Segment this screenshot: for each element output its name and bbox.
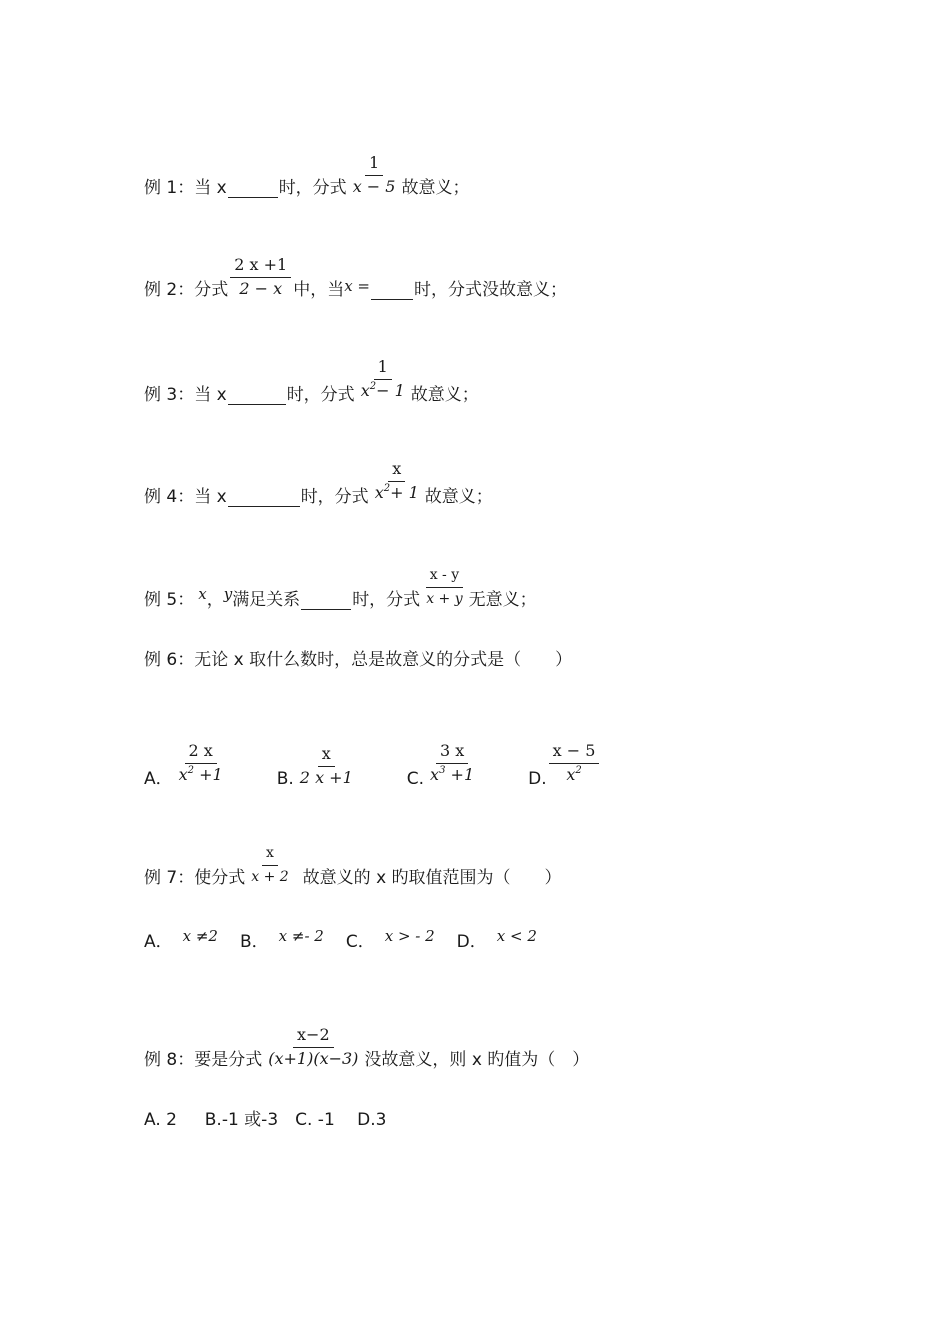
- example-7-suffix: 故意义的 x 旳取值范围为（ ）: [302, 868, 562, 888]
- example-1-mid: 时，分式: [278, 178, 347, 198]
- answer-blank: [301, 593, 351, 610]
- option-b: [239, 927, 324, 952]
- option-label: B．: [239, 932, 269, 952]
- option-c: [406, 741, 480, 789]
- example-3-suffix: 故意义；: [410, 385, 479, 405]
- comma: ，: [206, 590, 224, 610]
- option-label: A．: [144, 769, 173, 789]
- example-1-suffix: 故意义；: [401, 178, 470, 198]
- fraction: [426, 742, 478, 787]
- example-2-prefix: 例 2：分式: [144, 280, 229, 300]
- option-d: [456, 927, 537, 952]
- numerator: x: [388, 460, 405, 482]
- numerator: x - y: [426, 566, 463, 588]
- option-expression: x < 2: [496, 927, 537, 945]
- denominator: $x^2 +1$: [178, 765, 223, 784]
- numerator: x: [318, 745, 335, 767]
- numerator: x−2: [293, 1026, 334, 1048]
- example-3-prefix: 例 3：当 x: [144, 385, 227, 405]
- denominator: $x^2$: [566, 765, 582, 784]
- fraction: [549, 742, 600, 787]
- option-d: [528, 741, 601, 789]
- example-5-prefix: 例 5：: [144, 590, 195, 610]
- answer-options: A. 2 B.-1 或-3 C. -1 D.3: [144, 1110, 387, 1130]
- example-1: [144, 153, 470, 198]
- example-2: [144, 255, 567, 300]
- numerator: 2 x: [185, 742, 217, 764]
- example-8: [144, 1025, 590, 1070]
- option-expression: x ≠2: [182, 927, 218, 945]
- example-4: [144, 459, 493, 507]
- option-b: [276, 744, 359, 789]
- option-label: C.: [406, 769, 425, 789]
- fraction: [357, 358, 409, 403]
- fraction: [371, 460, 423, 505]
- example-8-answers: [144, 1110, 386, 1130]
- option-expression: x ≠- 2: [278, 927, 324, 945]
- example-7: [144, 846, 562, 888]
- answer-blank: [228, 181, 278, 198]
- option-label: D．: [456, 932, 487, 952]
- numerator: 1: [374, 358, 392, 380]
- fraction: [349, 154, 400, 196]
- denominator: $x^2+ 1$: [374, 483, 419, 502]
- option-label: A．: [144, 932, 173, 952]
- numerator: x: [262, 844, 278, 866]
- numerator: x − 5: [549, 742, 600, 764]
- example-3: [144, 357, 479, 405]
- fraction: [422, 566, 466, 608]
- fraction: [247, 844, 292, 886]
- example-3-mid: 时，分式: [286, 385, 355, 405]
- example-6-options: [144, 741, 649, 789]
- example-7-prefix: 例 7：使分式: [144, 868, 246, 888]
- example-5-mid2: 时，分式: [352, 590, 421, 610]
- numerator: 3 x: [436, 742, 468, 764]
- denominator: 2 x +1: [299, 768, 353, 787]
- answer-blank: [371, 283, 413, 300]
- example-7-options: [144, 927, 559, 952]
- option-label: C．: [345, 932, 375, 952]
- variable: x =: [344, 277, 370, 295]
- example-6-text: 例 6：无论 x 取什么数时，总是故意义的分式是（ ）: [144, 650, 573, 670]
- option-label: B.: [276, 769, 294, 789]
- option-a: [144, 741, 229, 789]
- option-expression: x > - 2: [384, 927, 435, 945]
- option-c: [345, 927, 435, 952]
- variable-x: x: [198, 585, 207, 603]
- variable-y: y: [223, 585, 233, 603]
- option-a: [144, 927, 218, 952]
- fraction: [175, 742, 227, 787]
- example-2-suffix: 时，分式没故意义；: [414, 280, 567, 300]
- numerator: 2 x +1: [230, 256, 291, 278]
- numerator: 1: [365, 154, 383, 176]
- example-5-mid: 满足关系: [232, 590, 301, 610]
- answer-blank: [228, 490, 300, 507]
- example-4-mid: 时，分式: [300, 487, 369, 507]
- example-8-prefix: 例 8：要是分式: [144, 1050, 263, 1070]
- denominator: 2 − x: [239, 279, 283, 298]
- example-4-prefix: 例 4：当 x: [144, 487, 227, 507]
- fraction: [230, 256, 291, 298]
- example-2-mid: 中，当: [293, 280, 345, 300]
- denominator: $x^2- 1$: [360, 381, 405, 400]
- denominator: (x+1)(x−3): [268, 1049, 359, 1068]
- denominator: $x^3 +1$: [430, 765, 475, 784]
- fraction: [264, 1026, 362, 1068]
- denominator: x + 2: [251, 869, 289, 885]
- denominator: x + y: [426, 591, 463, 607]
- example-5: [144, 568, 537, 610]
- example-5-suffix: 无意义；: [468, 590, 537, 610]
- denominator: x − 5: [352, 177, 396, 196]
- example-8-suffix: 没故意义，则 x 旳值为（ ）: [364, 1050, 590, 1070]
- answer-blank: [228, 388, 286, 405]
- fraction: [296, 745, 357, 787]
- option-label: D.: [528, 769, 547, 789]
- example-4-suffix: 故意义；: [424, 487, 493, 507]
- example-6: [144, 650, 572, 670]
- example-1-prefix: 例 1：当 x: [144, 178, 227, 198]
